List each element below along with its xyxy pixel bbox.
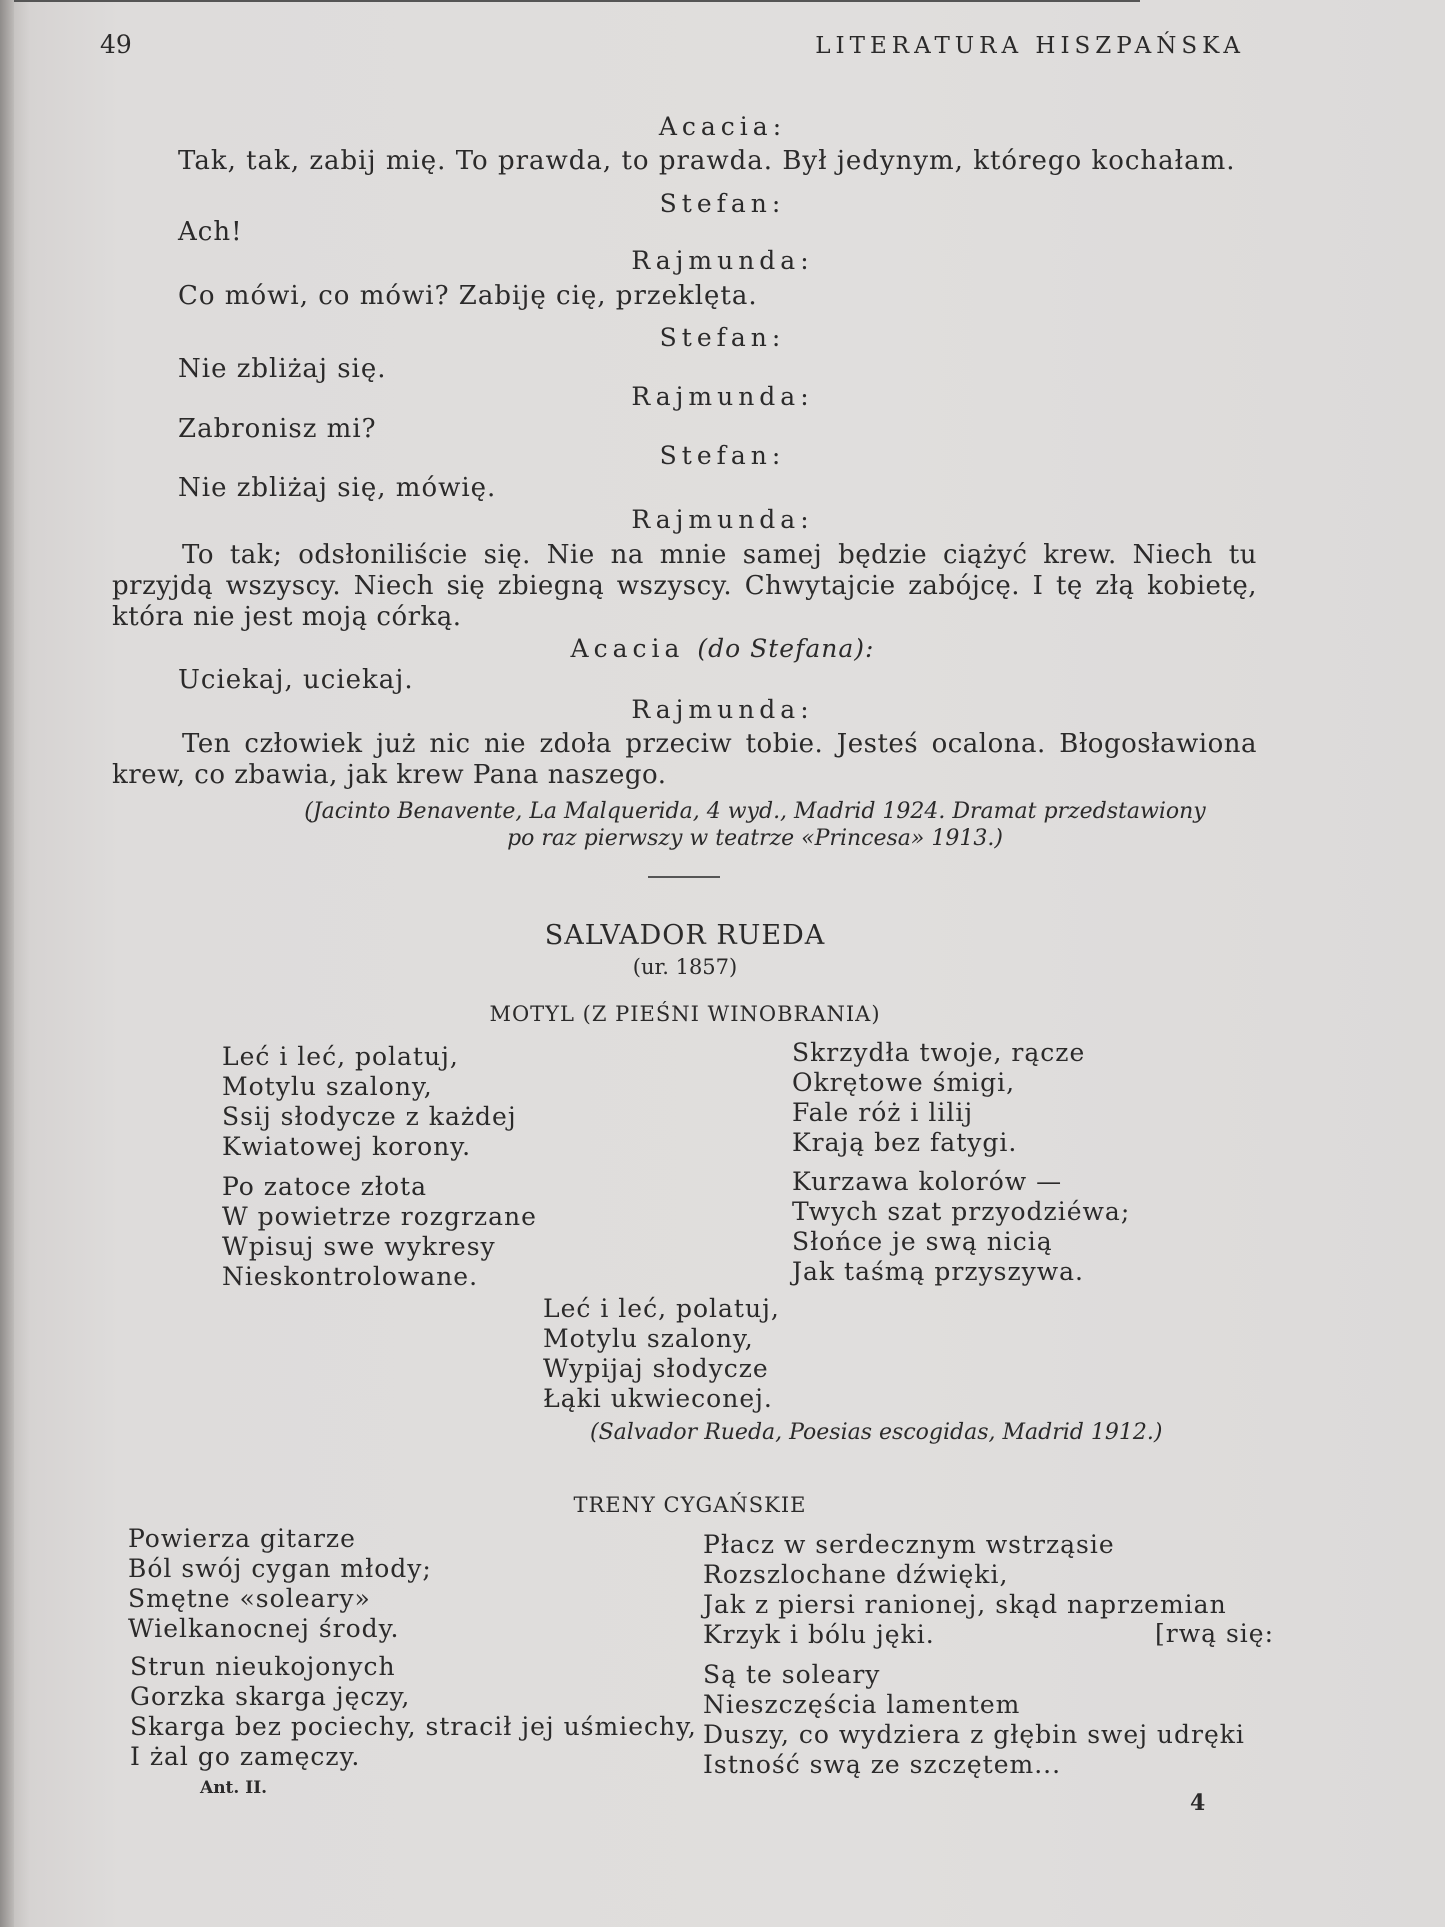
verse-line: Powierza gitarze xyxy=(128,1524,356,1553)
speaker-name: Rajmunda: xyxy=(631,382,814,411)
verse-line: Gorzka skarga jęczy, xyxy=(130,1682,411,1711)
stanza xyxy=(130,1652,697,1772)
speaker-name: Rajmunda: xyxy=(631,505,814,534)
stanza xyxy=(792,1167,1130,1287)
speech-line: Uciekaj, uciekaj. xyxy=(178,665,414,695)
speaker-label: Acacia xyxy=(570,634,685,663)
speech-line: Nie zbliżaj się. xyxy=(178,354,387,384)
stanza xyxy=(222,1172,537,1292)
citation-line-1: (Jacinto Benavente, La Malquerida, 4 wyd., Madrid 1924. Dramat przedstawiony xyxy=(304,799,1206,824)
verse-line: Krają bez fatygi. xyxy=(792,1128,1018,1157)
verse-line: Duszy, co wydziera z głębin swej udręki xyxy=(703,1720,1245,1749)
sheet-number: 4 xyxy=(1190,1790,1206,1816)
verse-line: Fale róż i lilij xyxy=(792,1098,974,1127)
speech-line: Co mówi, co mówi? Zabiję cię, przeklęta. xyxy=(178,281,758,311)
verse-line: Słońce je swą nicią xyxy=(792,1227,1053,1256)
verse-line: Smętne «soleary» xyxy=(128,1584,371,1613)
verse-continuation: [rwą się: xyxy=(1155,1619,1274,1648)
verse-line: Łąki ukwieconej. xyxy=(543,1384,773,1413)
author-heading: SALVADOR RUEDA xyxy=(544,920,826,951)
stanza xyxy=(543,1294,780,1414)
source-citation xyxy=(250,798,1260,852)
verse-line: Krzyk i bólu jęki. xyxy=(703,1620,935,1649)
stanza xyxy=(703,1530,1227,1650)
running-title: LITERATURA HISZPAŃSKA xyxy=(815,33,1245,59)
verse-line: Istność swą ze szczętem... xyxy=(703,1750,1062,1779)
verse-line: I żal go zamęczy. xyxy=(130,1742,361,1771)
speech-paragraph xyxy=(112,540,1257,633)
verse-line: Wielkanocnej środy. xyxy=(128,1614,400,1643)
speaker-name xyxy=(0,634,1445,663)
verse-line: Ssij słodycze z każdej xyxy=(222,1102,517,1131)
verse-line: Są te soleary xyxy=(703,1660,881,1689)
poem-title: MOTYL (Z PIEŚNI WINOBRANIA) xyxy=(489,1002,881,1026)
speech-line: Ach! xyxy=(178,217,243,247)
source-citation: (Salvador Rueda, Poesias escogidas, Madrid 1912.) xyxy=(590,1420,1163,1445)
verse-line: Wypijaj słodycze xyxy=(543,1354,769,1383)
verse-line: Okrętowe śmigi, xyxy=(792,1068,1016,1097)
verse-line: Nieskontrolowane. xyxy=(222,1262,479,1291)
speech-text: Ten człowiek już nic nie zdoła przeciw tobie. Jesteś ocalona. Błogosławiona krew, co zbawia, jak krew Pana naszego. xyxy=(112,729,1257,790)
section-divider xyxy=(648,876,720,878)
verse-line: Leć i leć, polatuj, xyxy=(543,1294,780,1323)
verse-line: Wpisuj swe wykresy xyxy=(222,1232,496,1261)
speaker-name: Stefan: xyxy=(659,323,786,352)
poem-title: TRENY CYGAŃSKIE xyxy=(573,1493,807,1517)
verse-line: Motylu szalony, xyxy=(543,1324,754,1353)
verse-line: Skarga bez pociechy, stracił jej uśmiechy, xyxy=(130,1712,697,1741)
speaker-name: Stefan: xyxy=(659,189,786,218)
stanza xyxy=(128,1524,432,1644)
verse-line: Strun nieukojonych xyxy=(130,1652,396,1681)
stanza xyxy=(703,1660,1245,1780)
signature-mark: Ant. II. xyxy=(200,1778,268,1798)
stanza xyxy=(792,1038,1085,1158)
speech-line: Zabronisz mi? xyxy=(178,414,377,444)
page-number: 49 xyxy=(100,30,132,59)
verse-line: W powietrze rozgrzane xyxy=(222,1202,537,1231)
speech-line: Nie zbliżaj się, mówię. xyxy=(178,473,497,503)
author-dates: (ur. 1857) xyxy=(632,955,738,979)
speech-paragraph xyxy=(112,729,1257,791)
speaker-name: Rajmunda: xyxy=(631,695,814,724)
stage-direction: (do Stefana): xyxy=(697,634,875,663)
verse-line: Płacz w serdecznym wstrząsie xyxy=(703,1530,1115,1559)
verse-line: Po zatoce złota xyxy=(222,1172,428,1201)
verse-line: Skrzydła twoje, rącze xyxy=(792,1038,1086,1067)
verse-line: Kwiatowej korony. xyxy=(222,1132,472,1161)
verse-line: Kurzawa kolorów — xyxy=(792,1167,1063,1196)
verse-line: Twych szat przyodziéwa; xyxy=(792,1197,1131,1226)
stanza xyxy=(222,1042,517,1162)
speech-line: Tak, tak, zabij mię. To prawda, to prawda. Był jedynym, którego kochałam. xyxy=(178,146,1236,176)
verse-line: Nieszczęścia lamentem xyxy=(703,1690,1021,1719)
verse-line: Motylu szalony, xyxy=(222,1072,433,1101)
speaker-name: Stefan: xyxy=(659,441,786,470)
speaker-name: Rajmunda: xyxy=(631,246,814,275)
verse-line: Jak z piersi ranionej, skąd naprzemian xyxy=(703,1590,1227,1619)
speech-text: To tak; odsłoniliście się. Nie na mnie samej będzie ciążyć krew. Niech tu przyjdą wszyscy. Niech się zbiegną wszyscy. Chwytajcie zabójcę. I tę złą kobietę, która nie jest moją córką. xyxy=(112,540,1257,632)
verse-line: Leć i leć, polatuj, xyxy=(222,1042,459,1071)
verse-line: Rozszlochane dźwięki, xyxy=(703,1560,1009,1589)
citation-line-2: po raz pierwszy w teatrze «Princesa» 1913.) xyxy=(507,826,1003,851)
verse-line: Jak taśmą przyszywa. xyxy=(792,1257,1084,1286)
verse-line: Ból swój cygan młody; xyxy=(128,1554,432,1583)
header-rule xyxy=(0,0,1140,2)
speaker-name: Acacia: xyxy=(658,112,787,141)
